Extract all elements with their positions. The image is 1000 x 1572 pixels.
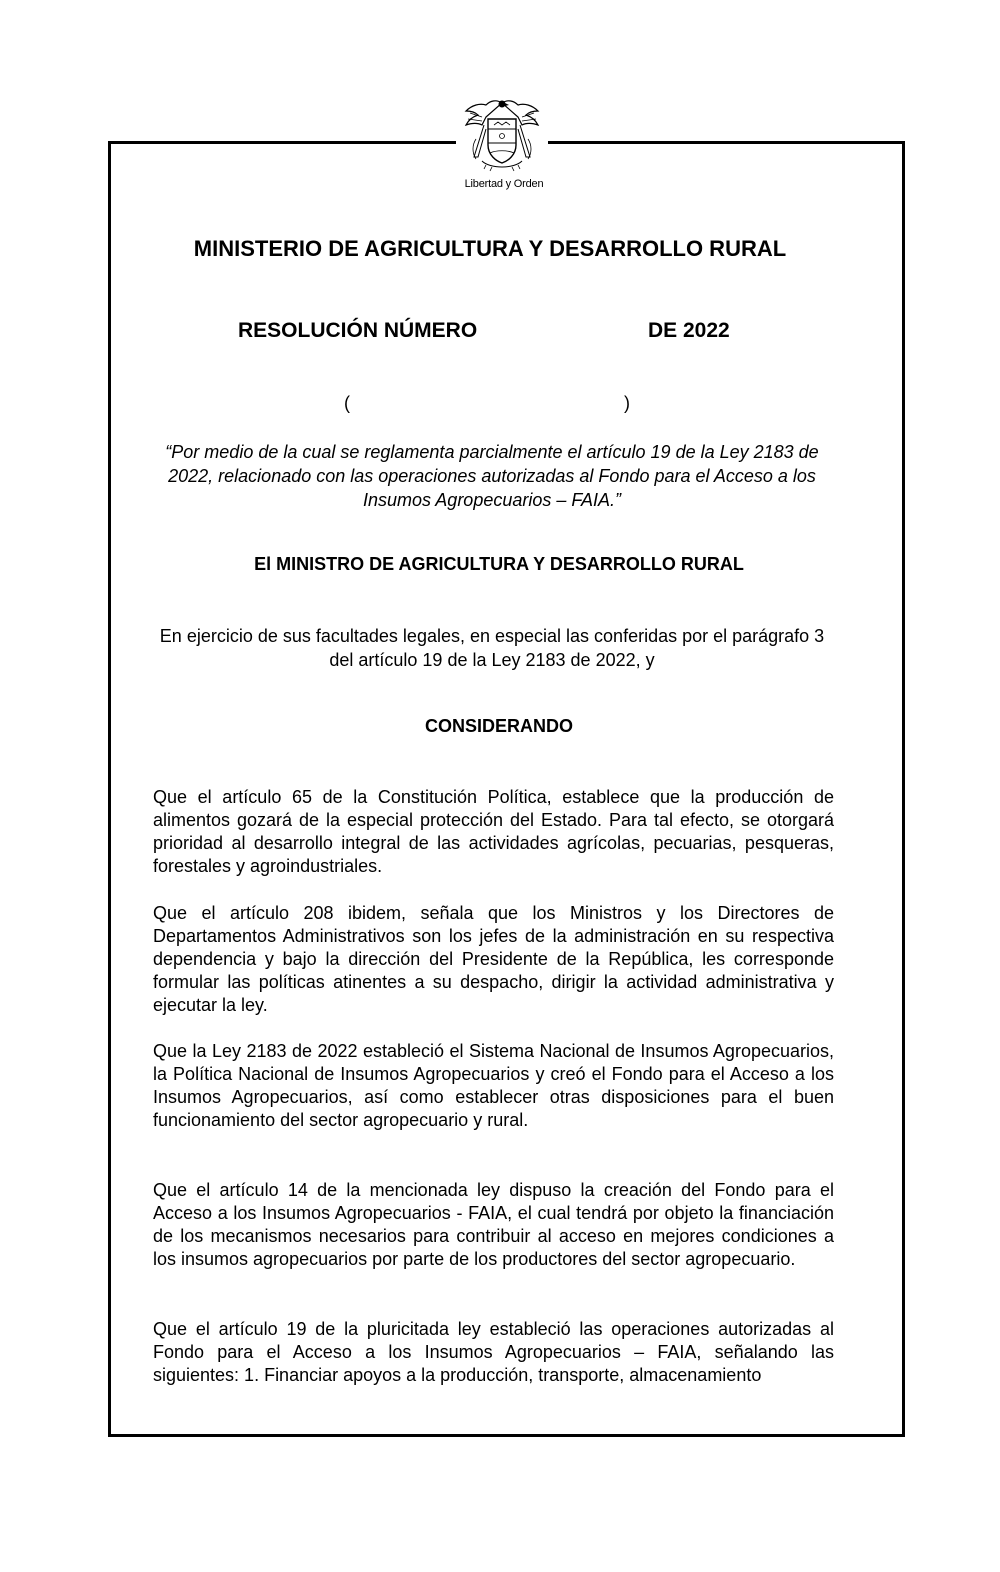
resolution-year: DE 2022	[648, 319, 730, 342]
considering-heading: CONSIDERANDO	[424, 716, 573, 736]
coat-of-arms-icon	[460, 95, 544, 177]
considering-paragraph: Que el artículo 208 ibidem, señala que los Ministros y los Directores de Departamentos Administrativos son los jefes de la administración en su respectiva dependencia y bajo la dirección del Presidente de la República, les corresponde formular las políticas atinentes a su despacho, dirigir la actividad administrativa y ejecutar la ley.	[153, 903, 834, 1015]
legal-powers-text: En ejercicio de sus facultades legales, en especial las conferidas por el parágrafo 3 del artículo 19 de la Ley 2183 de 2022, y	[159, 626, 825, 670]
considering-paragraph: Que el artículo 65 de la Constitución Política, establece que la producción de alimentos gozará de la especial protección del Estado. Para tal efecto, se otorgará prioridad al desarrollo integral de las actividades agrícolas, pecuarias, pesqueras, forestales y agroindustriales.	[153, 787, 834, 876]
seal-motto: Libertad y Orden	[464, 178, 544, 190]
date-paren-close: )	[624, 393, 630, 413]
considering-paragraph: Que el artículo 14 de la mencionada ley dispuso la creación del Fondo para el Acceso a los Insumos Agropecuarios - FAIA, el cual tendrá por objeto la financiación de los mecanismos necesarios para contribuir al acceso en mejores condiciones a los insumos agropecuarios por parte de los productores del sector agropecuario.	[153, 1180, 834, 1269]
ministry-heading: MINISTERIO DE AGRICULTURA Y DESARROLLO RURAL	[193, 236, 787, 261]
considering-paragraph: Que el artículo 19 de la pluricitada ley estableció las operaciones autorizadas al Fondo para el Acceso a los Insumos Agropecuarios – FAIA, señalando las siguientes: 1. Financiar apoyos a la producción, transporte, almacenamiento	[153, 1319, 834, 1385]
resolution-epigraph: “Por medio de la cual se reglamenta parcialmente el artículo 19 de la Ley 2183 de 2022, relacionado con las operaciones autorizadas al Fondo para el Acceso a los Insumos Agropecuarios – FAIA.”	[165, 442, 819, 510]
minister-heading: El MINISTRO DE AGRICULTURA Y DESARROLLO RURAL	[254, 554, 744, 574]
date-paren-open: (	[344, 393, 350, 413]
considering-paragraph: Que la Ley 2183 de 2022 estableció el Sistema Nacional de Insumos Agropecuarios, la Política Nacional de Insumos Agropecuarios y creó el Fondo para el Acceso a los Insumos Agropecuarios, así como establecer otras disposiciones para el buen funcionamiento del sector agropecuario y rural.	[153, 1041, 834, 1130]
resolution-number-label: RESOLUCIÓN NÚMERO	[238, 319, 478, 342]
